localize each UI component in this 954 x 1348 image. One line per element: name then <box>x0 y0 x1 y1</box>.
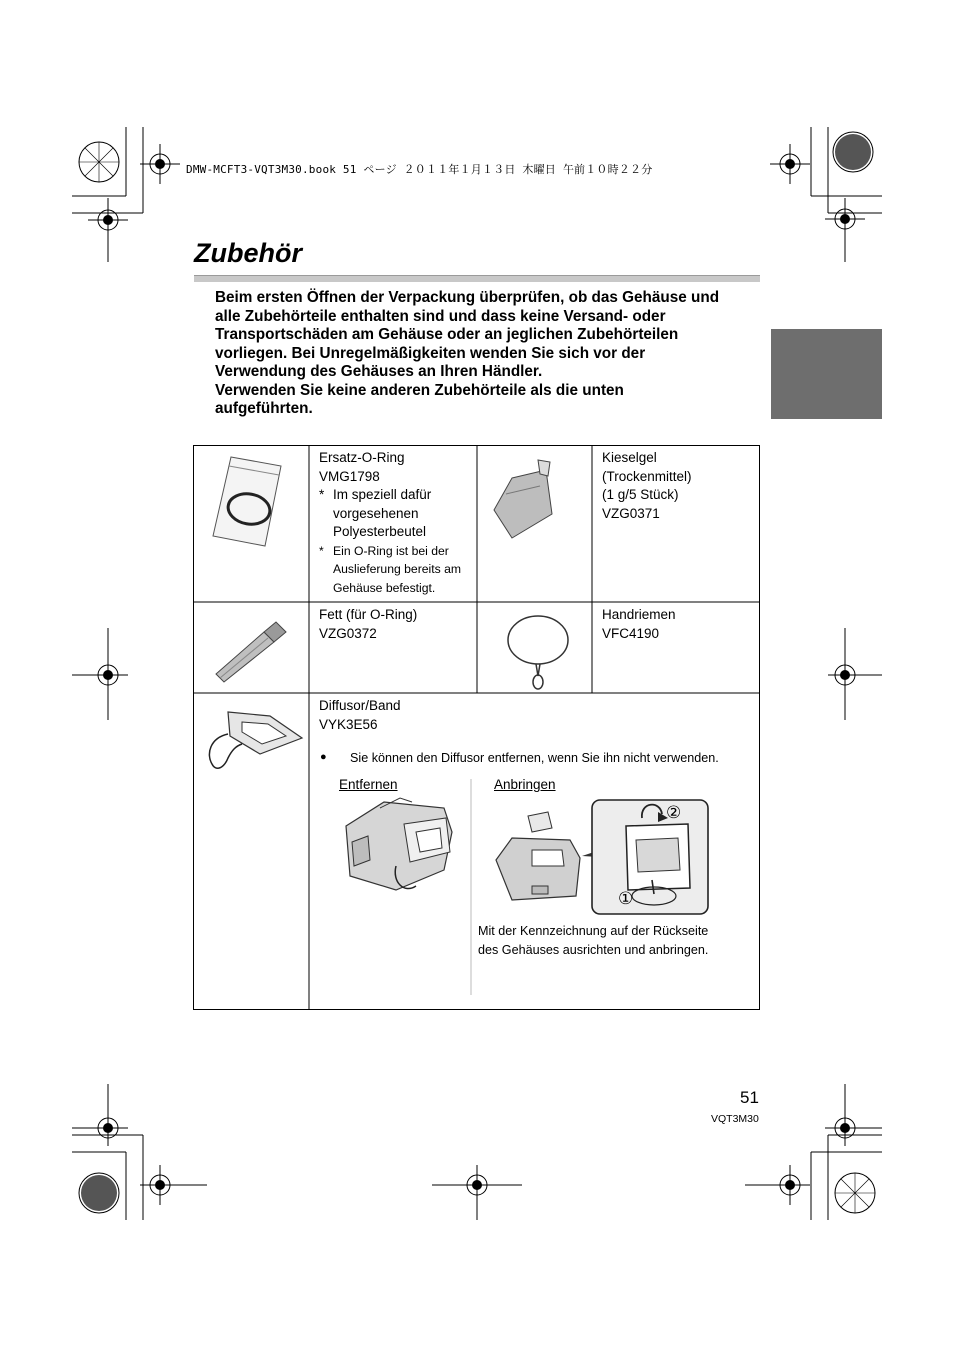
title-rule <box>194 275 760 282</box>
o-ring-code: VMG1798 <box>319 468 380 484</box>
intro-line: aufgeführten. <box>215 400 313 417</box>
diffuser-note-text: Sie können den Diffusor entfernen, wenn Sie ihn nicht verwenden. <box>350 751 719 765</box>
note-text: Im speziell dafür vorgesehenen Polyesterbeutel <box>333 487 432 539</box>
step-1-marker: ① <box>618 889 634 908</box>
silica-line: (1 g/5 Stück) <box>602 487 679 502</box>
note-marker: * <box>319 543 324 558</box>
section-tab <box>771 329 882 419</box>
silica-gel-image <box>492 458 572 540</box>
intro-line: Transportschäden am Gehäuse oder an jeglichen Zubehörteilen <box>215 326 679 343</box>
caption-line: des Gehäuses ausrichten und anbringen. <box>478 942 709 957</box>
remove-illustration <box>334 796 458 896</box>
note-marker: * <box>319 487 325 502</box>
document-code: VQT3M30 <box>711 1113 759 1125</box>
attach-caption <box>478 922 758 959</box>
grease-description <box>319 606 469 643</box>
hand-strap-description <box>602 606 752 643</box>
diffuser-name: Diffusor/Band <box>319 698 401 713</box>
diffuser-description <box>319 697 739 734</box>
caption-line: Mit der Kennzeichnung auf der Rückseite <box>478 924 709 938</box>
grease-code: VZG0372 <box>319 625 377 641</box>
attach-label: Anbringen <box>494 777 556 792</box>
silica-line: Kieselgel <box>602 450 657 465</box>
silica-gel-description <box>602 449 752 523</box>
diffuser-image <box>206 708 306 776</box>
strap-code: VFC4190 <box>602 625 660 641</box>
strap-name: Handriemen <box>602 607 676 622</box>
o-ring-description <box>319 449 469 597</box>
intro-line: vorliegen. Bei Unregelmäßigkeiten wenden Sie sich vor der <box>215 344 646 362</box>
o-ring-note-1 <box>319 486 469 542</box>
grease-name: Fett (für O-Ring) <box>319 607 418 622</box>
o-ring-note-2 <box>319 542 469 598</box>
intro-line: Verwendung des Gehäuses an Ihren Händler. <box>215 363 543 380</box>
print-header: DMW-MCFT3-VQT3M30.book 51 ページ ２０１１年１月１３日 木曜日 午前１０時２２分 <box>186 163 653 176</box>
note-text: Ein O-Ring ist bei der Auslieferung bereits am Gehäuse befestigt. <box>333 543 462 595</box>
remove-label: Entfernen <box>339 777 398 792</box>
silica-line: (Trockenmittel) <box>602 468 692 484</box>
o-ring-bag-image <box>209 454 289 549</box>
diffuser-note <box>318 751 758 765</box>
intro-line: Verwenden Sie keine anderen Zubehörteile als die unten <box>215 381 624 399</box>
page-number: 51 <box>740 1088 759 1107</box>
page-title: Zubehör <box>194 238 302 268</box>
silica-code: VZG0371 <box>602 505 660 521</box>
intro-paragraph <box>215 289 763 419</box>
accessories-table <box>193 445 760 1010</box>
intro-line: alle Zubehörteile enthalten sind und dass keine Versand- oder <box>215 307 666 325</box>
bullet-icon: ● <box>320 751 327 763</box>
intro-line: Beim ersten Öffnen der Verpackung überprüfen, ob das Gehäuse und <box>215 289 720 306</box>
step-2-marker: ② <box>666 803 682 822</box>
diffuser-code: VYK3E56 <box>319 716 378 732</box>
grease-tube-image <box>212 616 304 684</box>
hand-strap-image <box>500 610 576 690</box>
o-ring-name: Ersatz-O-Ring <box>319 450 405 465</box>
